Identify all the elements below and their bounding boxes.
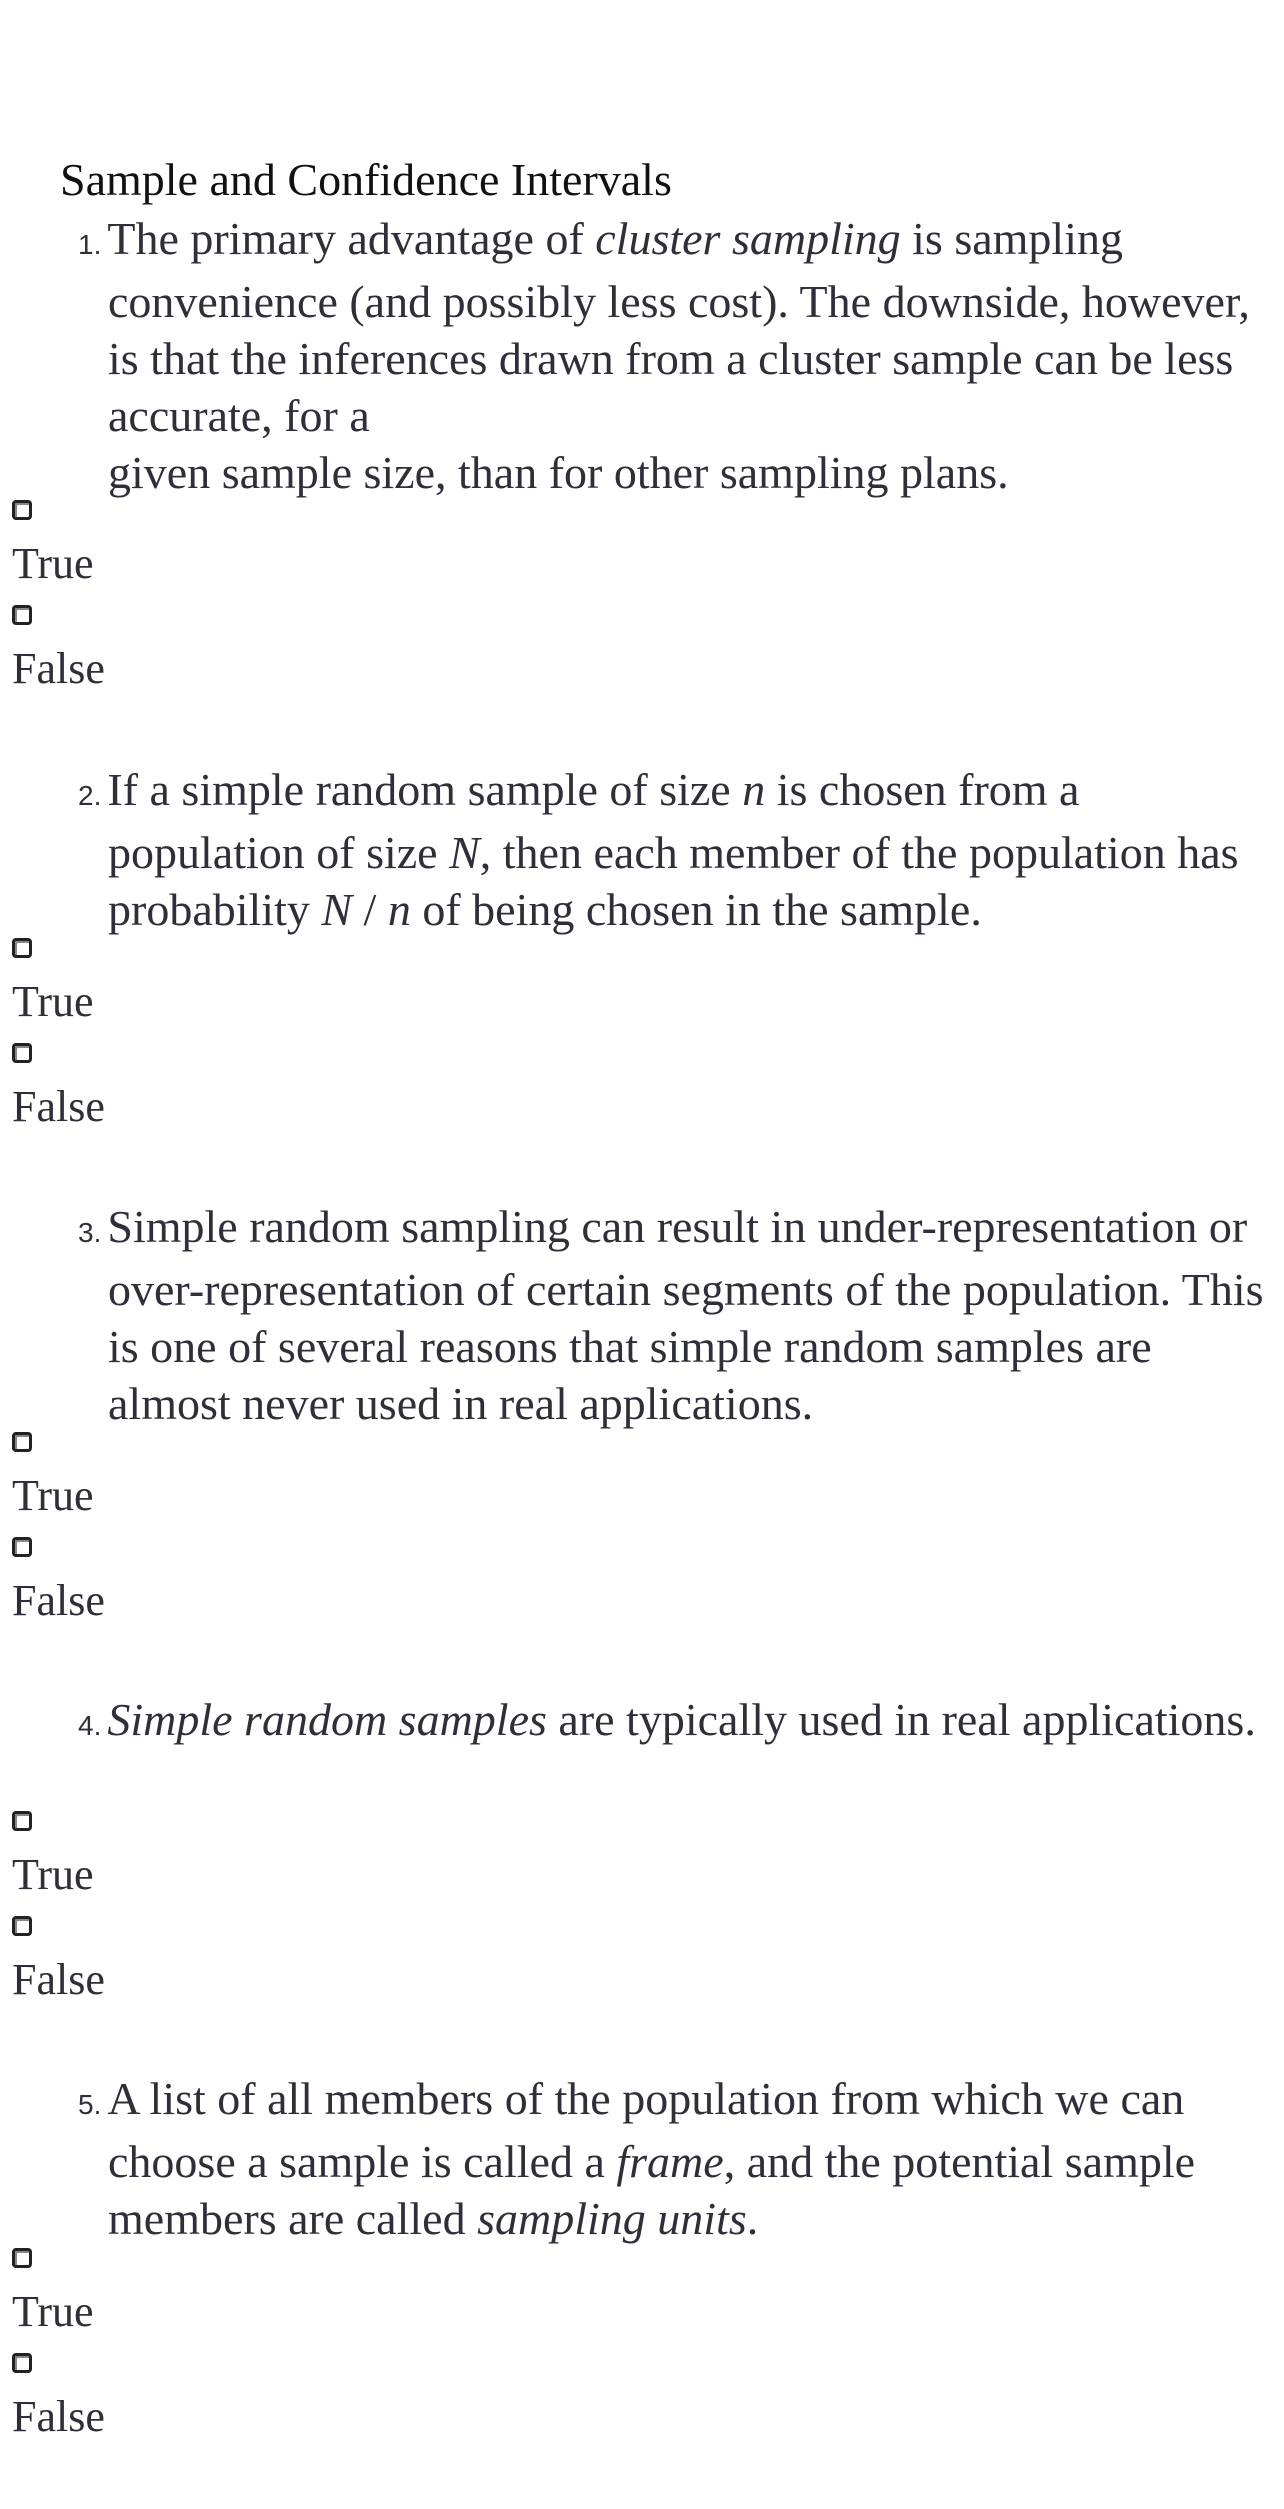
option-true[interactable]: [12, 938, 412, 1042]
question-text: [60, 210, 1270, 501]
question-text-run: of being chosen in the sample.: [410, 884, 982, 935]
question-text: [60, 1691, 1270, 1754]
radio-button[interactable]: [12, 938, 32, 958]
question-text-run: /: [352, 884, 388, 935]
question-text-run: If a simple random sample of size: [107, 764, 743, 815]
question-emphasis: n: [387, 884, 411, 935]
option-label: True: [12, 539, 94, 588]
question-emphasis: N: [449, 827, 480, 878]
option-label: False: [12, 1576, 105, 1625]
question-2: [60, 761, 1270, 938]
question-text-run: , and the potential sample members are called: [108, 2136, 1196, 2244]
question-text-run: is chosen from a population of size: [108, 764, 1080, 878]
question-text-run: Simple random sampling can result in under-representation or over-representation of certain segments of the population. This is one of several reasons that simple random samples are almost never used in real applications.: [107, 1201, 1264, 1429]
question-text: [60, 2070, 1270, 2247]
question-text-run: are typically used in real applications.: [546, 1694, 1256, 1745]
question-number: 5.: [78, 2089, 102, 2120]
question-emphasis: frame: [616, 2136, 724, 2187]
question-emphasis: N: [321, 884, 353, 935]
question-emphasis: Simple random samples: [107, 1694, 547, 1745]
option-true[interactable]: [12, 500, 412, 604]
question-number: 4.: [78, 1710, 102, 1741]
option-label: True: [12, 1850, 94, 1899]
radio-button[interactable]: [12, 1432, 32, 1452]
option-label: False: [12, 2392, 105, 2441]
question-5: [60, 2070, 1270, 2247]
option-false[interactable]: [12, 1043, 412, 1147]
radio-button[interactable]: [12, 1537, 32, 1557]
page-title: Sample and Confidence Intervals: [60, 154, 672, 205]
question-emphasis: n: [742, 764, 766, 815]
option-false[interactable]: [12, 605, 412, 709]
question-1: [60, 210, 1270, 501]
question-text-run: .: [746, 2193, 759, 2244]
question-emphasis: sampling units: [477, 2193, 747, 2244]
radio-button[interactable]: [12, 1916, 32, 1936]
radio-button[interactable]: [12, 1043, 32, 1063]
option-label: True: [12, 977, 94, 1026]
radio-button[interactable]: [12, 1811, 32, 1831]
question-emphasis: cluster sampling: [595, 213, 901, 264]
question-text-run: given sample size, than for other sampling plans.: [108, 447, 1009, 498]
option-false[interactable]: [12, 1916, 412, 2020]
question-3: [60, 1198, 1270, 1432]
option-label: False: [12, 1955, 105, 2004]
question-text-run: A list of all members of the population from which we can choose a sample is called a: [107, 2073, 1185, 2187]
radio-button[interactable]: [12, 500, 32, 520]
option-label: False: [12, 1082, 105, 1131]
question-text-run: The primary advantage of: [107, 213, 596, 264]
radio-button[interactable]: [12, 605, 32, 625]
question-number: 1.: [78, 229, 102, 260]
question-text-run: is sampling convenience (and possibly less cost). The downside, however, is that the inferences drawn from a cluster sample can be less accurate, for a: [108, 213, 1250, 441]
option-label: False: [12, 644, 105, 693]
option-label: True: [12, 2287, 94, 2336]
option-true[interactable]: [12, 1432, 412, 1536]
option-true[interactable]: [12, 1811, 412, 1915]
radio-button[interactable]: [12, 2353, 32, 2373]
question-text: [60, 1198, 1270, 1432]
question-4: [60, 1691, 1270, 1754]
question-text: [60, 761, 1270, 938]
option-label: True: [12, 1471, 94, 1520]
question-number: 3.: [78, 1217, 102, 1248]
radio-button[interactable]: [12, 2248, 32, 2268]
option-true[interactable]: [12, 2248, 412, 2352]
option-false[interactable]: [12, 1537, 412, 1641]
question-text-run: , then each member of the population has probability: [108, 827, 1239, 935]
question-number: 2.: [78, 780, 102, 811]
option-false[interactable]: [12, 2353, 412, 2457]
